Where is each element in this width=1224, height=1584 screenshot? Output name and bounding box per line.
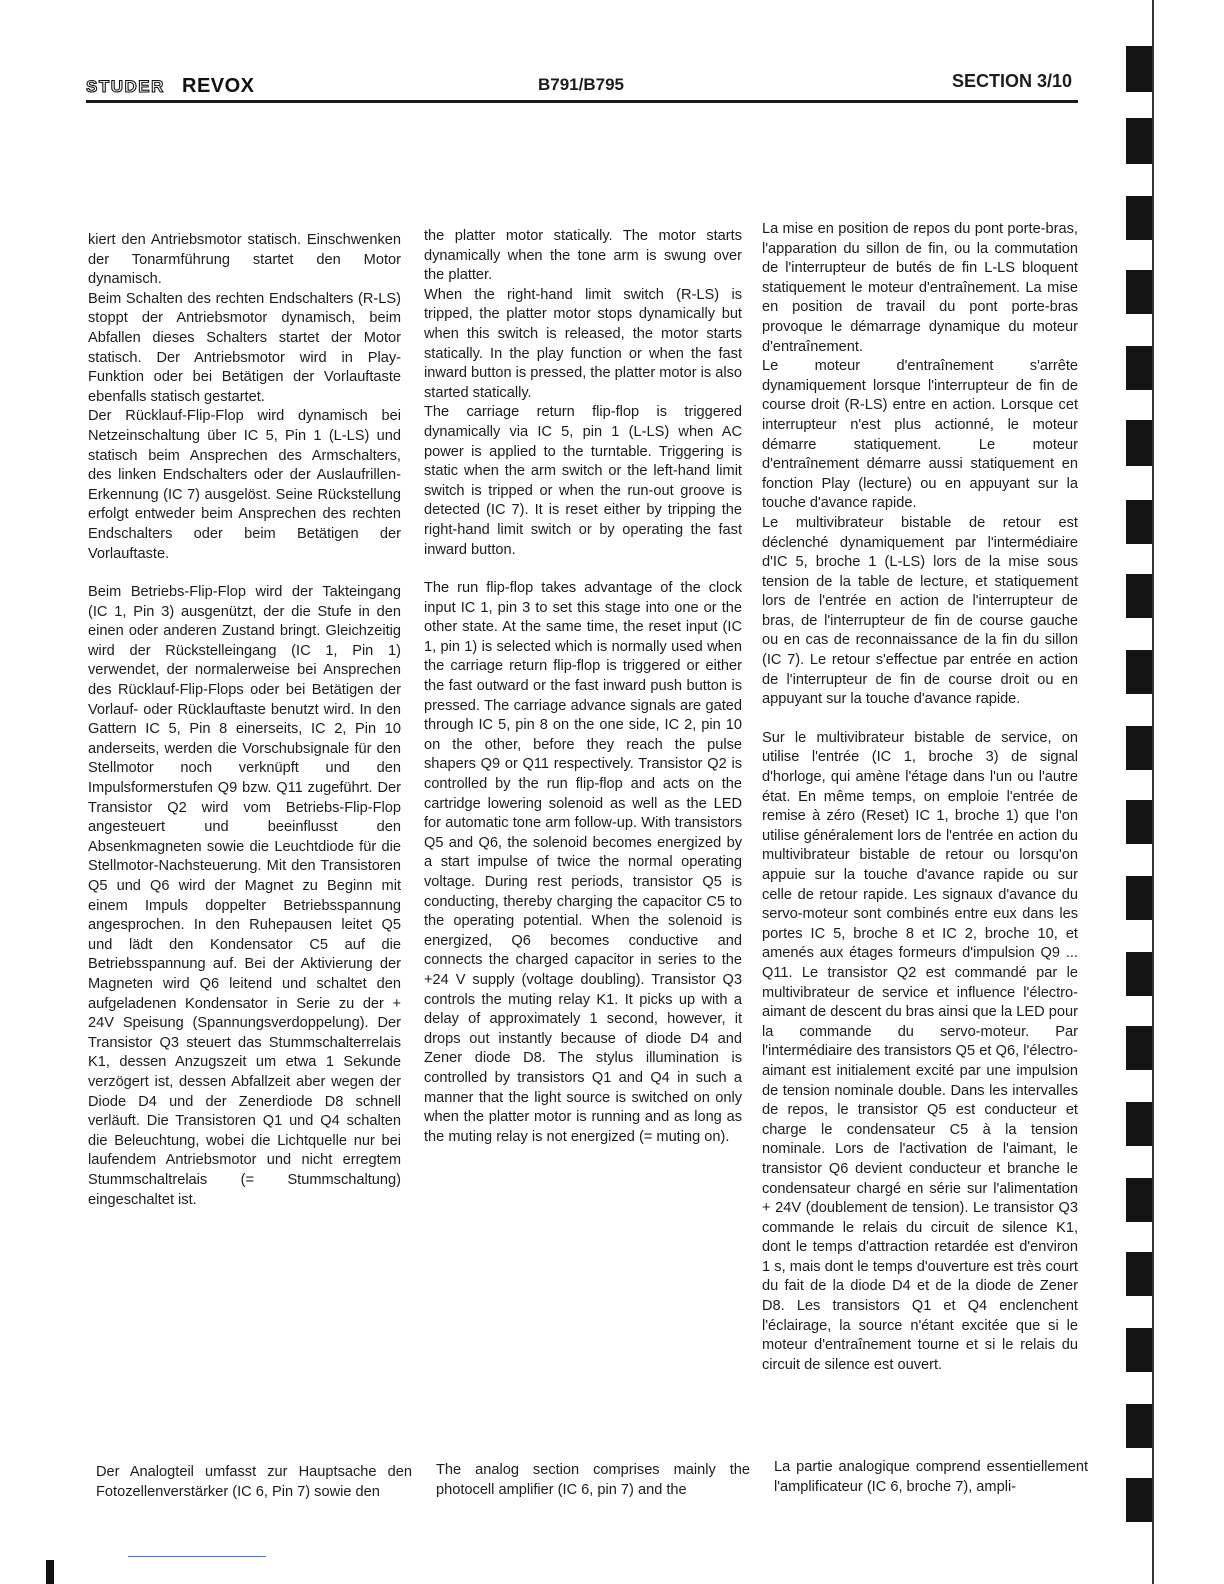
binding-line	[1152, 0, 1154, 1584]
bottom-french	[774, 1458, 1088, 1497]
binding-hole	[1126, 1404, 1152, 1448]
binding-hole	[1126, 876, 1152, 920]
binding-hole	[1126, 800, 1152, 844]
paragraph: The analog section comprises mainly the photocell amplifier (IC 6, pin 7) and the	[436, 1462, 750, 1498]
binding-hole	[1126, 420, 1152, 466]
binding-hole	[1126, 346, 1152, 390]
binding-hole	[1126, 46, 1152, 92]
header-rule	[86, 100, 1078, 103]
scan-corner-mark	[46, 1560, 54, 1584]
binding-hole	[1126, 1026, 1152, 1070]
page-header	[86, 68, 1076, 102]
binding-hole	[1126, 1252, 1152, 1296]
paragraph: Le moteur d'entraînement s'arrête dynamiquement lorsque l'interrupteur de fin de course droit (R-LS) entre en action. Lorsque cet interrupteur n'est plus actionné, le moteur démarre statiquement. Le moteur d'entraînement démarre aussi statiquement en fonction Play (lecture) ou en appuyant sur la touche d'avance rapide.	[762, 358, 1078, 512]
paragraph: When the right-hand limit switch (R-LS) is tripped, the platter motor stops dynamically but when this switch is released, the motor starts statically. In the play function or when the fast inward button is pressed, the platter motor is also started statically.	[424, 286, 742, 401]
paragraph: La partie analogique comprend essentiellement l'amplificateur (IC 6, broche 7), ampli-	[774, 1459, 1088, 1495]
bottom-english	[436, 1461, 750, 1500]
revox-logo: REVOX	[182, 75, 255, 97]
scan-underline-mark	[128, 1556, 266, 1557]
binding-hole	[1126, 952, 1152, 996]
column-german	[88, 231, 401, 1210]
paragraph: La mise en position de repos du pont porte-bras, l'apparation du sillon de fin, ou la commutation de l'interrupteur de butés de fin L-LS bloquent statiquement le moteur d'entraînement. La mise en position de travail du pont porte-bras provoque le démarrage dynamique du moteur d'entraînement.	[762, 221, 1078, 355]
column-english	[424, 227, 742, 1147]
binding-hole	[1126, 1478, 1152, 1522]
paragraph: Le multivibrateur bistable de retour est déclenché dynamiquement par l'intermédiaire d'IC 5, broche 1 (L-LS) lors de la mise sous tension de la table de lecture, et statiquement lors de l'entrée en action de l'interrupteur de bras, de l'interrupteur de fin de course gauche ou en cas de reconnaissance de la fin du sillon (IC 7). Le retour s'effectue par entrée en action de l'interrupteur de fin de course droit ou en appuyant sur la touche d'avance rapide.	[762, 514, 1078, 708]
binding-hole	[1126, 196, 1152, 240]
binding-hole	[1126, 650, 1152, 694]
paragraph: Der Rücklauf-Flip-Flop wird dynamisch bei Netzeinschaltung über IC 5, Pin 1 (L-LS) und statisch beim Ansprechen des Armschalters, des linken Endschalters oder der Auslaufrillen-Erkennung (IC 7) ausgelöst. Seine Rückstellung erfolgt entweder beim Ansprechen des rechten Endschalters oder beim Betätigen der Vorlauftaste.	[88, 408, 401, 562]
binding-hole	[1126, 500, 1152, 544]
model-number: B791/B795	[538, 75, 625, 94]
paragraph: The carriage return flip-flop is triggered dynamically via IC 5, pin 1 (L-LS) when AC power is applied to the turntable. Triggering is static when the arm switch or the left-hand limit switch is tripped or when the run-out groove is detected (IC 7). It is reset either by tripping the right-hand limit switch or by operating the fast inward button.	[424, 404, 742, 558]
binding-hole	[1126, 726, 1152, 770]
paragraph: Beim Betriebs-Flip-Flop wird der Takteingang (IC 1, Pin 3) ausgenützt, der die Stufe in den einen oder anderen Zustand bringt. Gleichzeitig wird der Rückstelleingang (IC 1, Pin 1) verwendet, der normalerweise bei Ansprechen des Rücklauf-Flip-Flops oder bei Betätigen der Vorlauf- oder Rücklauftaste benutzt wird. In den Gattern IC 5, Pin 8 einerseits, IC 2, Pin 10 anderseits, werden die Vorschubsignale für den Stellmotor noch verknüpft und den Impulsformerstufen Q9 bzw. Q11 zugeführt. Der Transistor Q2 wird vom Betriebs-Flip-Flop angesteuert und beeinflusst den Absenkmagneten sowie die Leuchtdiode für die Stellmotor-Nachsteuerung. Mit den Transistoren Q5 und Q6 wird der Magnet zu Beginn mit einem Impuls doppelter Betriebsspannung angesprochen. In den Ruhepausen leitet Q5 und lädt den Kondensator C5 auf die Betriebsspannung auf. Bei der Aktivierung der Magneten wird Q6 leitend und schaltet den aufgeladenen Kondensator in Serie zu der + 24V Speisung (Spannungsverdoppelung). Der Transistor Q3 steuert das Stummschalterrelais K1, dessen Anzugszeit um etwa 1 Sekunde verzögert ist, dessen Abfallzeit aber wegen der Diode D4 und der Zenerdiode D8 schnell verläuft. Die Transistoren Q1 und Q4 schalten die Beleuchtung, wobei die Lichtquelle nur bei laufendem Antriebsmotor und nicht erregtem Stummschaltrelais (= Stummschaltung) eingeschaltet ist.	[88, 584, 401, 1208]
paragraph: the platter motor statically. The motor starts dynamically when the tone arm is swung over the platter.	[424, 228, 742, 284]
binding-hole	[1126, 1178, 1152, 1222]
paragraph: Sur le multivibrateur bistable de service, on utilise l'entrée (IC 1, broche 3) de signal d'horloge, qui amène l'étage dans l'un ou l'autre état. En même temps, on emploie l'entrée de remise à zéro (Reset) IC 1, broche 1) que l'on utilise généralement lors de l'entrée en action du multivibrateur bistable de retour ou lorsqu'on appuie sur la touche d'avance rapide ou sur celle de retour rapide. Les signaux d'avance du servo-moteur sont combinés entre eux dans les portes IC 5, broche 8 et IC 2, broche 10, et amenés aux étages formeurs d'impulsion Q9 ... Q11. Le transistor Q2 est commandé par le multivibrateur de service et influence l'électro-aimant de descent du bras ainsi que la LED pour la commande du servo-moteur. Par l'intermédiaire des transistors Q5 et Q6, l'électro-aimant est initialement excité par une impulsion de tension nominale double. Dans les intervalles de repos, le transistor Q5 est conducteur et charge le condensateur C5 à la tension nominale. Lors de l'activation de l'aimant, le transistor Q6 devient conducteur et branche le condensateur chargé en série sur l'alimentation + 24V (doublement de tension). Le transistor Q3 commande le relais du circuit de silence K1, dont le temps d'attraction retardée est d'environ 1 s, mais dont le temps d'ouverture est très court du fait de la diode D4 et de la diode de Zener D8. Les transistors Q1 et Q4 enclenchent l'éclairage, la source n'étant excitée que si le moteur d'entraînement tourne et si le relais du circuit de silence est ouvert.	[762, 729, 1078, 1373]
section-number: SECTION 3/10	[951, 71, 1072, 91]
binding-hole	[1126, 574, 1152, 618]
studer-logo: STUDER	[86, 77, 165, 96]
paragraph: kiert den Antriebsmotor statisch. Einschwenken der Tonarmführung startet den Motor dynamisch.	[88, 232, 401, 288]
paragraph: Beim Schalten des rechten Endschalters (R-LS) stoppt der Antriebsmotor dynamisch, beim Abfallen dieses Schalters startet der Motor statisch. Der Antriebsmotor wird in Play-Funktion oder bei Betätigen der Vorlauftaste ebenfalls statisch gestartet.	[88, 290, 401, 405]
binding-hole	[1126, 118, 1152, 164]
binding-hole	[1126, 1102, 1152, 1146]
binding-edge	[1126, 0, 1154, 1584]
binding-hole	[1126, 270, 1152, 314]
bottom-german	[96, 1463, 412, 1502]
column-french	[762, 220, 1078, 1375]
binding-hole	[1126, 1328, 1152, 1372]
paragraph: Der Analogteil umfasst zur Hauptsache den Fotozellenverstärker (IC 6, Pin 7) sowie den	[96, 1464, 412, 1500]
paragraph: The run flip-flop takes advantage of the clock input IC 1, pin 3 to set this stage into one or the other state. At the same time, the reset input (IC 1, pin 1) is selected which is normally used when the carriage return flip-flop is triggered or either the fast outward or the fast inward push button is pressed. The carriage advance signals are gated through IC 5, pin 8 on the one side, IC 2, pin 10 on the other, before they reach the pulse shapers Q9 or Q11 respectively. Transistor Q2 is controlled by the run flip-flop and acts on the cartridge lowering solenoid as well as the LED for automatic tone arm follow-up. With transistors Q5 and Q6, the solenoid becomes energized by a start impulse of twice the normal operating voltage. During rest periods, transistor Q5 is conducting, thereby charging the capacitor C5 to the operating potential. When the solenoid is energized, Q6 becomes conductive and connects the charged capacitor in series to the +24 V supply (voltage doubling). Transistor Q3 controls the muting relay K1. It picks up with a delay of approximately 1 second, however, it drops out instantly because of diode D4 and Zener diode D8. The stylus illumination is controlled by transistors Q1 and Q4 in such a manner that the light source is switched on only when the platter motor is running and as long as the muting relay is not energized (= muting on).	[424, 580, 742, 1145]
